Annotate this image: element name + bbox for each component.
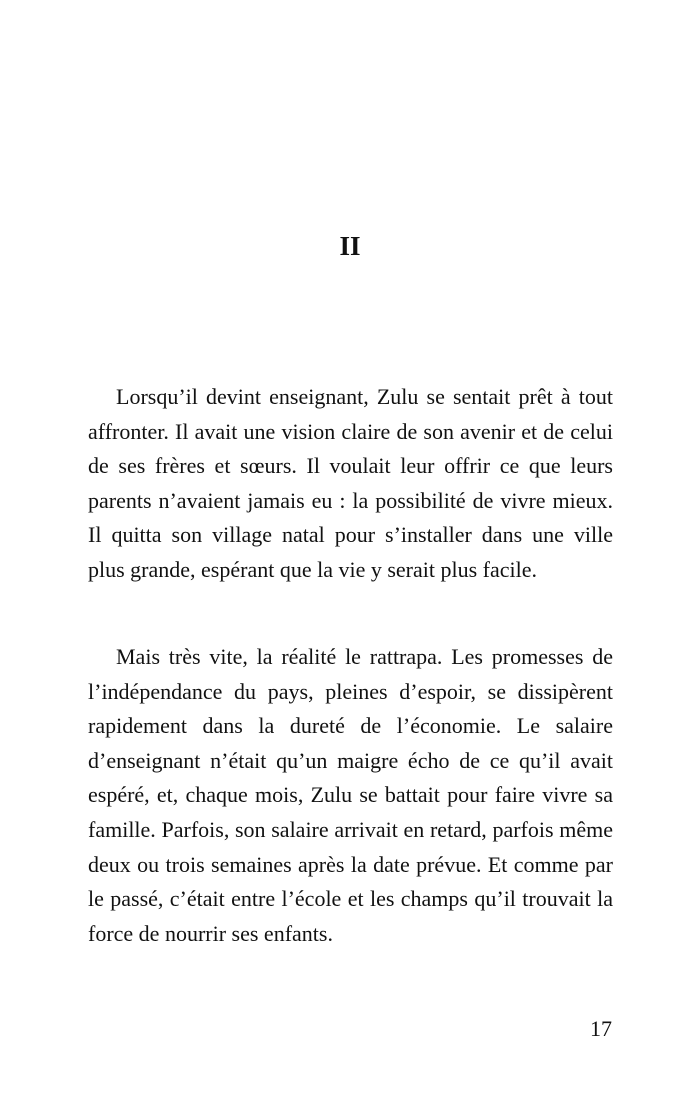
paragraph-block: [88, 640, 613, 951]
paragraph-2: Mais très vite, la réalité le rattrapa. Les promesses de l’indépendance du pays, pleines d’espoir, se dissipèrent rapidement dans la dureté de l’économie. Le salaire d’enseignant n’était qu’un maigre écho de ce qu’il avait espéré, et, chaque mois, Zulu se battait pour faire vivre sa famille. Parfois, son salaire arrivait en retard, parfois même deux ou trois semaines après la date prévue. Et comme par le passé, c’était entre l’école et les champs qu’il trouvait la force de nourrir ses enfants.: [88, 644, 613, 946]
page-number: 17: [590, 1016, 612, 1041]
paragraph-block: [88, 380, 613, 588]
paragraph-1: Lorsqu’il devint enseignant, Zulu se sentait prêt à tout affronter. Il avait une vision claire de son avenir et de celui de ses frères et sœurs. Il voulait leur offrir ce que leurs parents n’avaient jamais eu : la possibilité de vivre mieux. Il quitta son village natal pour s’installer dans une ville plus grande, espérant que la vie y serait plus facile.: [88, 384, 613, 582]
chapter-heading: II: [339, 231, 361, 261]
